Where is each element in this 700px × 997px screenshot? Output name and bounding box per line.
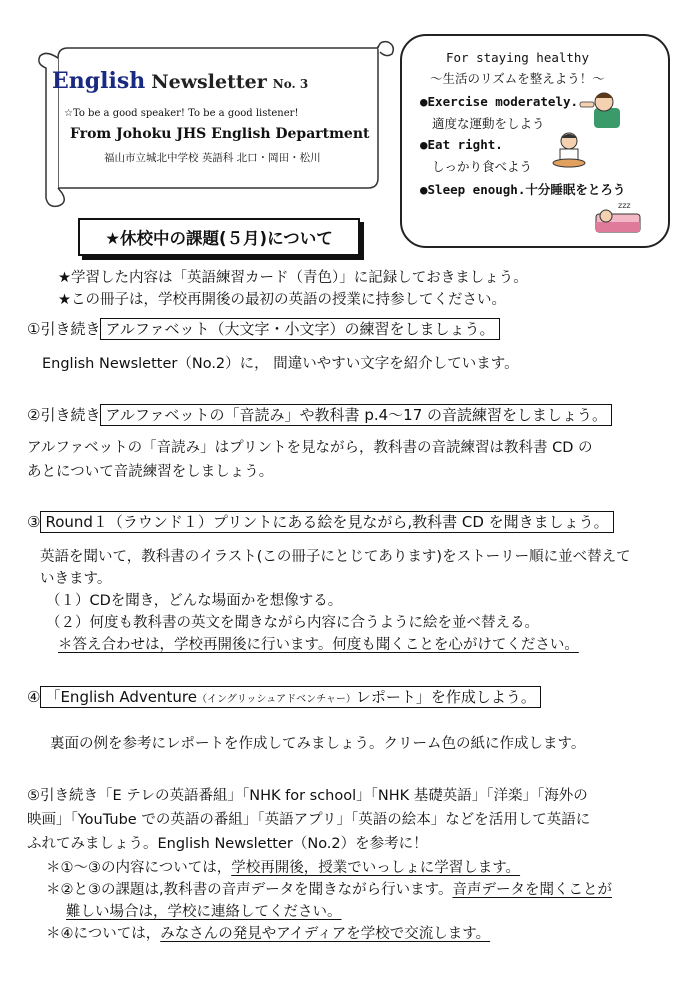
task3-body-1: 英語を聞いて，教科書のイラスト(この冊子にとじてあります)をストーリー順に並べ替えて <box>40 549 631 565</box>
task4-lead: ④ <box>27 688 41 706</box>
task4-header <box>27 686 541 707</box>
task2-body-1: アルファベットの「音読み」はプリントを見ながら，教科書の音読練習は教科書 CD の <box>27 440 593 456</box>
intro-line-2: ★この冊子は，学校再開後の最初の英語の授業に持参してください。 <box>58 292 506 308</box>
task4-boxed-post: レポート」を作成しよう。 <box>355 688 536 706</box>
intro-line-1: ★学習した内容は「英語練習カード（青色）」に記録しておきましょう。 <box>58 270 528 286</box>
task4-boxed-pre: 「English Adventure <box>45 688 197 706</box>
zzz-text: zzz <box>618 201 631 210</box>
task5-note-2-underlined-2: 難しい場合は，学校に連絡してください。 <box>66 904 342 920</box>
task5-note-3 <box>46 922 490 943</box>
task2-boxed: アルファベットの「音読み」や教科書 p.4～17 の音読練習をしましょう。 <box>100 404 612 426</box>
task5-note-3-underlined: みなさんの発見やアイディアを学校で交流します。 <box>160 926 491 942</box>
task4-body: 裏面の例を参考にレポートを作成してみましょう。クリーム色の紙に作成します。 <box>50 736 586 752</box>
task3-step-1: （１）CDを聞き，どんな場面かを想像する。 <box>46 593 343 609</box>
health-exercise-jp: 適度な運動をしよう <box>432 116 545 131</box>
issue-number: No. 3 <box>272 77 309 91</box>
task2-lead: ②引き続き <box>27 406 101 424</box>
task3-header <box>27 511 614 532</box>
task5-line-2: 映画」「YouTube での英語の番組」「英語アプリ」「英語の絵本」などを活用して英語に <box>27 812 591 828</box>
task5-note-1 <box>46 856 520 877</box>
section-heading: ★休校中の課題(５月)について <box>78 218 360 256</box>
title-newsletter: Newsletter <box>151 71 267 93</box>
motto: ☆To be a good speaker! To be a good listener! <box>64 108 299 119</box>
task4-boxed-small: （イングリッシュアドベンチャー） <box>196 694 356 705</box>
task5-note-1-pre: ＊①～③の内容については， <box>46 860 232 876</box>
task5-note-2 <box>46 878 612 899</box>
task5-note-2-underlined-1: 音声データを聞くことが <box>452 882 612 898</box>
health-eat: ●Eat right. <box>420 137 503 152</box>
health-subtitle: ～生活のリズムを整えよう！～ <box>430 71 605 86</box>
health-title: For staying healthy <box>446 50 589 65</box>
task1-boxed: アルファベット（大文字・小文字）の練習をしましょう。 <box>100 318 499 340</box>
department-line: From Johoku JHS English Department <box>70 126 370 142</box>
task3-note: ＊答え合わせは，学校再開後に行います。何度も聞くことを心がけてください。 <box>58 637 579 653</box>
health-sleep: ●Sleep enough.十分睡眠をとろう <box>420 182 626 197</box>
task3-step-2: （２）何度も教科書の英文を聞きながら内容に合うように絵を並べ替える。 <box>46 615 539 631</box>
task1-header <box>27 318 500 339</box>
newsletter-title <box>52 68 308 94</box>
eating-illustration <box>548 130 590 170</box>
scroll-banner <box>18 38 398 210</box>
task5-line-3: ふれてみましょう。English Newsletter（No.2）を参考に！ <box>27 836 428 852</box>
task3-body-2: いきます。 <box>40 571 112 587</box>
task2-body-2: あとについて音読練習をしましょう。 <box>27 464 274 480</box>
school-line: 福山市立城北中学校 英語科 北口・岡田・松川 <box>104 152 321 164</box>
task1-lead: ①引き続き <box>27 320 101 338</box>
task5-line-1: ⑤引き続き「E テレの英語番組」「NHK for school」「NHK 基礎英語」「洋楽」「海外の <box>27 788 588 804</box>
title-english: English <box>52 68 146 94</box>
task5-note-3-pre: ＊④については， <box>46 926 161 942</box>
task5-note-1-underlined: 学校再開後，授業でいっしょに学習します。 <box>231 860 521 876</box>
task3-lead: ③ <box>27 513 41 531</box>
task2-header <box>27 404 612 425</box>
exercise-illustration <box>578 88 626 130</box>
health-exercise: ●Exercise moderately. <box>420 94 579 109</box>
sleeping-illustration <box>592 196 644 238</box>
task5-note-2-pre: ＊②と③の課題は,教科書の音声データを聞きながら行います。 <box>46 882 453 898</box>
task1-body: English Newsletter（No.2）に， 間違いやすい文字を紹介しています。 <box>42 356 519 372</box>
task3-boxed: Round１（ラウンド１）プリントにある絵を見ながら,教科書 CD を聞きましょう。 <box>40 511 613 533</box>
task4-boxed <box>40 686 540 708</box>
health-eat-jp: しっかり食べよう <box>432 159 533 174</box>
